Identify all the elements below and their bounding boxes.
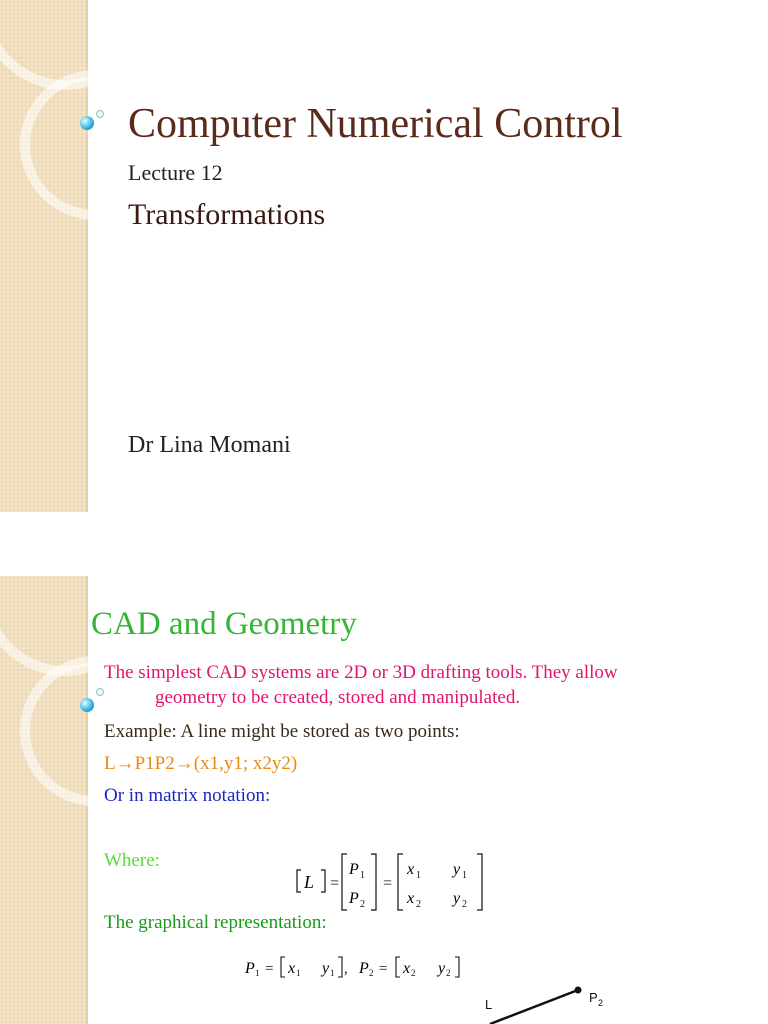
points-x1: x (288, 960, 296, 977)
points-y1: y (322, 960, 330, 977)
points-x1-sub: 1 (296, 968, 301, 978)
matrix-p2-sub: 2 (360, 899, 365, 910)
matrix-x2: x (407, 890, 415, 907)
matrix-equation (285, 848, 490, 918)
points-x2: x (403, 960, 411, 977)
matrix-p1: P (349, 861, 359, 878)
point-p2-marker (575, 987, 582, 994)
point-label-sub: 2 (598, 998, 604, 1008)
comma: , (344, 961, 348, 977)
points-equation (245, 952, 470, 982)
points-y1-sub: 1 (330, 968, 335, 978)
graphical-label: The graphical representation: (104, 912, 327, 933)
equals-sign: = (265, 961, 274, 977)
matrix-p1-sub: 1 (360, 870, 365, 881)
matrix-x1-sub: 1 (416, 870, 421, 881)
points-y2: y (438, 960, 446, 977)
bullet-orb-icon (80, 116, 94, 130)
small-circle-icon (96, 688, 104, 696)
points-p2-sub: 2 (369, 968, 374, 978)
slide-title: CAD and Geometry (91, 606, 357, 642)
equals-sign: = (383, 875, 393, 892)
slide-2 (0, 576, 768, 1024)
points-p1: P (245, 960, 255, 977)
matrix-x2-sub: 2 (416, 899, 421, 910)
bullet-orb-icon (80, 698, 94, 712)
line-label: L (485, 997, 493, 1012)
line-definition: L→P1P2→(x1,y1; x2y2) (104, 753, 298, 774)
paragraph-line: geometry to be created, stored and manipulated. (155, 687, 521, 708)
matrix-y1-sub: 1 (462, 870, 467, 881)
equals-sign: = (379, 961, 388, 977)
author-name: Dr Lina Momani (128, 432, 291, 458)
matrix-intro: Or in matrix notation: (104, 785, 271, 806)
matrix-lhs: L (304, 872, 315, 892)
slide-subtitle: Transformations (128, 198, 326, 231)
line-diagram (470, 981, 620, 1024)
slide-separator (0, 512, 768, 576)
matrix-y1: y (453, 861, 461, 878)
lecture-number: Lecture 12 (128, 160, 223, 185)
point-label: P (589, 990, 598, 1005)
points-x2-sub: 2 (411, 968, 416, 978)
line-segment (490, 990, 578, 1024)
example-text: Example: A line might be stored as two points: (104, 721, 460, 742)
matrix-p2: P (349, 890, 359, 907)
points-p1-sub: 1 (255, 968, 260, 978)
matrix-x1: x (407, 861, 415, 878)
points-y2-sub: 2 (446, 968, 451, 978)
matrix-y2: y (453, 890, 461, 907)
matrix-y2-sub: 2 (462, 899, 467, 910)
small-circle-icon (96, 110, 104, 118)
slide-title: Computer Numerical Control (128, 101, 623, 147)
where-label: Where: (104, 850, 160, 871)
paragraph-line: The simplest CAD systems are 2D or 3D drafting tools. They allow (104, 662, 618, 683)
equals-sign: = (330, 875, 340, 892)
points-p2: P (359, 960, 369, 977)
